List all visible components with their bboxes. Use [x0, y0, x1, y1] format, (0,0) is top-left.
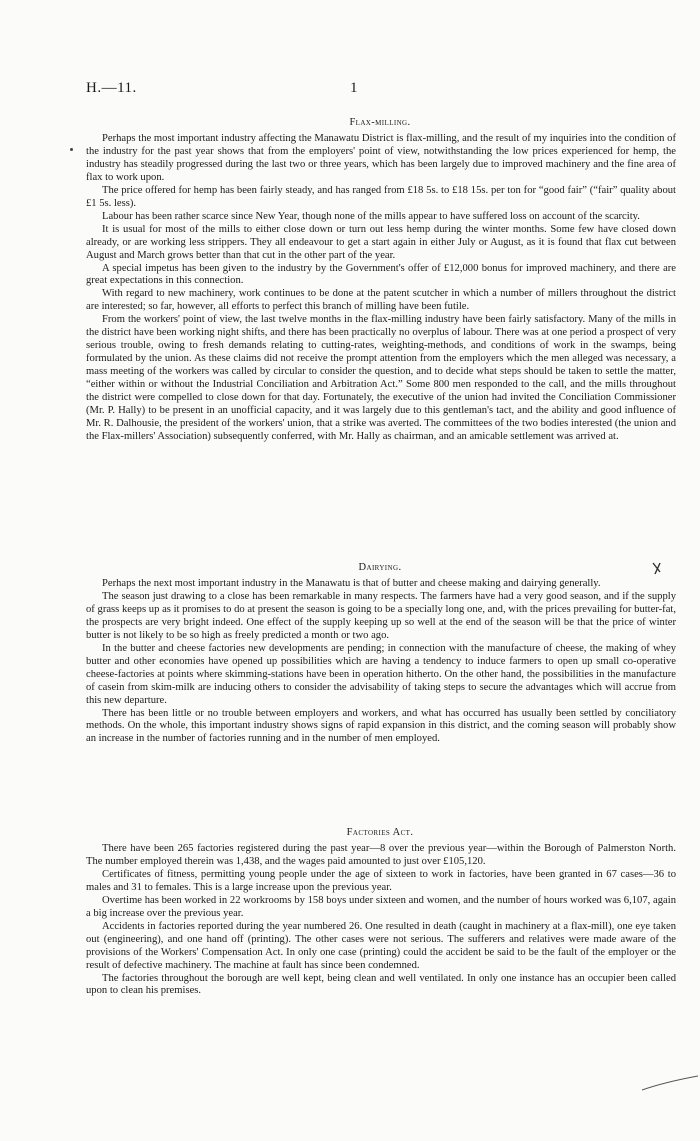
paragraph: A special impetus has been given to the industry by the Government's offer of £12,000 bonus for improved machinery, and there are great expectations in this connection. [86, 262, 676, 287]
section-heading-factories-act: Factories Act. [346, 827, 414, 838]
section-heading-flax-milling: Flax-milling. [349, 117, 411, 128]
paragraph: Certificates of fitness, permitting young people under the age of sixteen to work in factories, have been granted in 67 cases—36 to males and 31 to females. This is a large increase upon the previous year. [86, 868, 676, 893]
document-code: H.—11. [86, 80, 137, 96]
paragraph: Accidents in factories reported during the year numbered 26. One resulted in death (caught in machinery at a flax-mill), one eye taken out (engineering), and one hand off (printing). The other cases were not serious. The sufferers and relatives were made aware of the provisions of the Workers' Compensation Act. In only one case (printing) could the accident be said to be the fault of the employer or the result of defective machinery. The machine at fault has since been condemned. [86, 920, 676, 971]
scan-mark [650, 560, 664, 576]
scan-dot [70, 148, 73, 151]
paragraph: The price offered for hemp has been fairly steady, and has ranged from £18 5s. to £18 15s. per ton for “good fair” (“fair” quality about £1 5s. less). [86, 184, 676, 209]
paragraph: There have been 265 factories registered during the past year—8 over the previous year—within the Borough of Palmerston North. The number employed therein was 1,438, and the wages paid amounted to just over £105,120. [86, 843, 676, 867]
paragraph: Perhaps the most important industry affecting the Manawatu District is flax-milling, and the result of my inquiries into the condition of the industry for the past year shows that from the employers' point of view, notwithstanding the low prices experienced for hemp, the industry has steadily progressed during the last two or three years, which has been largely due to improved machinery and the fine area of flax to work upon. [86, 133, 676, 183]
paragraph: There has been little or no trouble between employers and workers, and what has occurred has usually been settled by conciliatory methods. On the whole, this important industry shows signs of rapid expansion in this district, and the coming season will probably show an increase in the number of factories running and in the number of men employed. [86, 707, 676, 745]
paragraph: The season just drawing to a close has been remarkable in many respects. The farmers have had a very good season, and if the supply of grass keeps up as it promises to do at present the season is going to be a specially long one, and, with the prices prevailing for butter-fat, the prospects are very bright indeed. One effect of the supply keeping up so well at the end of the season will be that the price of winter butter is not likely to be so high as freely predicted a month or two ago. [86, 590, 676, 641]
section-factories-act [86, 843, 676, 998]
scan-mark [640, 1072, 700, 1096]
section-flax-milling [86, 133, 676, 444]
paragraph: From the workers' point of view, the last twelve months in the flax-milling industry have been fairly satisfactory. Many of the mills in the district have been working night shifts, and there has been practically no overplus of labour. There was at one period a prospect of very serious trouble, owing to fresh demands relating to cutting-rates, weighting-methods, and conditions of work in the swamps, being formulated by the union. As these claims did not receive the prompt attention from the employers which the men alleged was necessary, a mass meeting of the workers was called by circular to consider the question, and to decide what steps should be taken to settle the matter, “either within or without the Industrial Conciliation and Arbitration Act.” Some 800 men responded to the call, and the mills throughout the district were compelled to close down for that day. Fortunately, the executive of the union had invited the Conciliation Commissioner (Mr. P. Hally) to be present in an unofficial capacity, and it was largely due to this gentleman's tact, and the ability and good influence of Mr. R. Dalhousie, the president of the workers' union, that a strike was averted. The committees of the two bodies interested (the union and the Flax-millers' Association) subsequently conferred, with Mr. Hally as chairman, and an amicable settlement was arrived at. [86, 314, 676, 442]
paragraph: Perhaps the next most important industry in the Manawatu is that of butter and cheese making and dairying generally. [102, 578, 601, 589]
paragraph: It is usual for most of the mills to either close down or turn out less hemp during the winter months. Some few have closed down already, or are working less strippers. They all endeavour to get a start again in either July or August, as it is found that flax cut between August and March grows better than that cut in the other part of the year. [86, 223, 676, 261]
paragraph: Labour has been rather scarce since New Year, though none of the mills appear to have suffered loss on account of the scarcity. [102, 210, 640, 222]
paragraph: Overtime has been worked in 22 workrooms by 158 boys under sixteen and women, and the number of hours worked was 6,107, again a big increase over the previous year. [86, 894, 676, 919]
section-heading-dairying: Dairying. [358, 562, 402, 573]
paragraph: The factories throughout the borough are well kept, being clean and well ventilated. In only one instance has an occupier been called upon to clean his premises. [86, 972, 676, 997]
page-number: 1 [350, 80, 358, 96]
paragraph: In the butter and cheese factories new developments are pending; in connection with the manufacture of cheese, the making of whey butter and other economies have opened up possibilities which are having a tendency to induce farmers to open up small co-operative cheese-factories at points where skimming-stations have been in operation hitherto. On the other hand, the possibilities in the manufacture of casein from skim-milk are inducing others to consider the advisability of taking steps to secure the advantages which will accrue from this new departure. [86, 642, 676, 706]
section-dairying [86, 578, 676, 746]
paragraph: With regard to new machinery, work continues to be done at the patent scutcher in which a number of millers throughout the district are interested; so far, however, all efforts to perfect this branch of milling have been futile. [86, 288, 676, 313]
